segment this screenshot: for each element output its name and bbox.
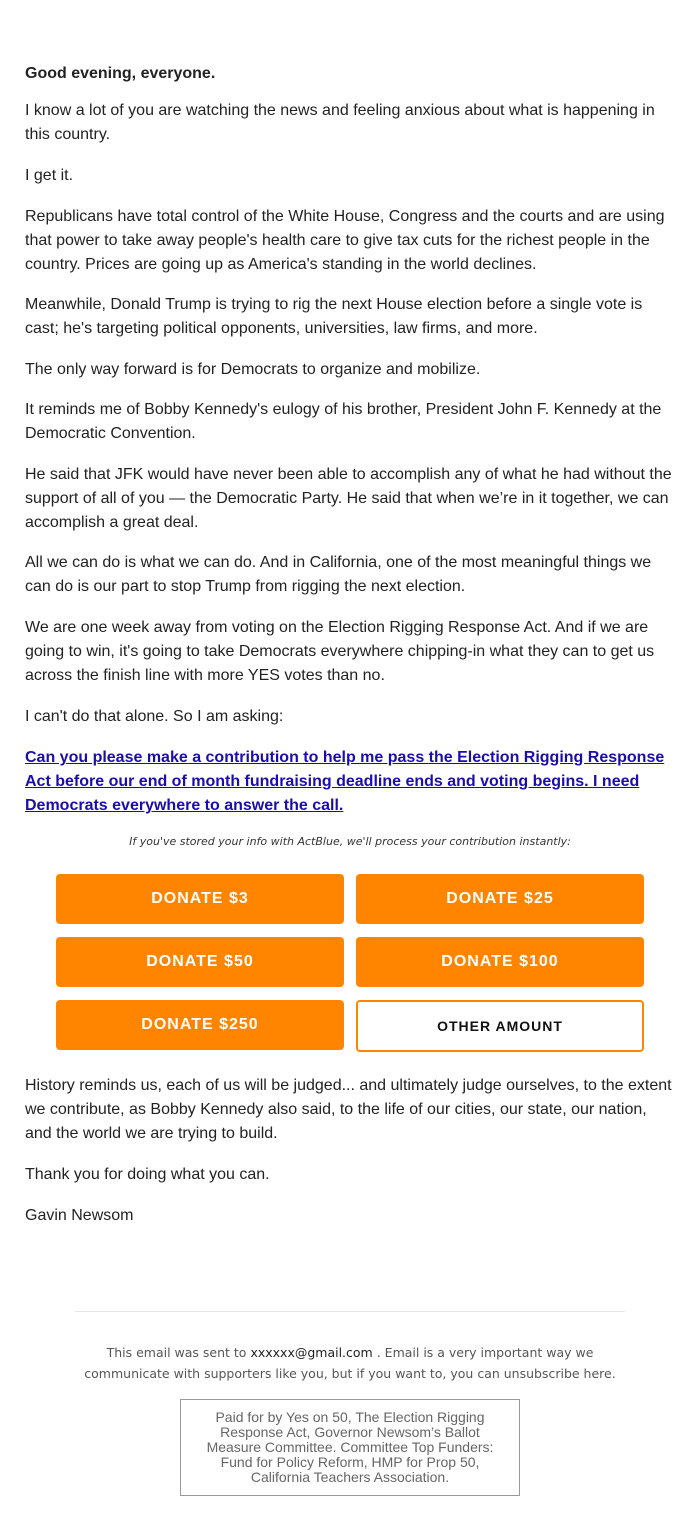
donate-3-button[interactable]: DONATE $3: [56, 874, 344, 924]
paragraph: We are one week away from voting on the Election Rigging Response Act. And if we are going to win, it's going to take Democrats everywhere chipping-in what they can to get us across the finish line with more YES votes than no.: [25, 619, 655, 684]
donate-250-button[interactable]: DONATE $250: [56, 1000, 344, 1050]
paragraph: I can't do that alone. So I am asking:: [25, 708, 284, 725]
actblue-notice: If you've stored your info with ActBlue, we'll process your contribution instantly:: [129, 835, 571, 848]
paragraph: I know a lot of you are watching the news and feeling anxious about what is happening in this country.: [25, 102, 655, 143]
paragraph: He said that JFK would have never been able to accomplish any of what he had without the support of all of you — the Democratic Party. He said that when we’re in it together, we can accomplish a great deal.: [25, 466, 672, 531]
footer-sent-suffix: . Email is a very important way we communicate with supporters like you, but if you want to, you can unsubscribe here.: [84, 1345, 616, 1381]
signature: Gavin Newsom: [25, 1207, 134, 1224]
recipient-email: xxxxxx@gmail.com: [250, 1345, 373, 1360]
footer-notice: [75, 1342, 625, 1384]
contribution-link[interactable]: Can you please make a contribution to help me pass the Election Rigging Response Act before our end of month fundraising deadline ends and voting begins. I need Democrats everywhere to answer the call.: [25, 749, 665, 814]
donate-100-button[interactable]: DONATE $100: [356, 937, 644, 987]
paragraph: I get it.: [25, 167, 74, 184]
footer-sent-prefix: This email was sent to: [106, 1345, 247, 1360]
paragraph: All we can do is what we can do. And in California, one of the most meaningful things we can do is our part to stop Trump from rigging the next election.: [25, 554, 652, 595]
paragraph: Republicans have total control of the White House, Congress and the courts and are using that power to take away people's health care to give tax cuts for the richest people in the country. Prices are going up as America's standing in the world declines.: [25, 208, 665, 273]
paid-for-disclaimer: Paid for by Yes on 50, The Election Rigging Response Act, Governor Newsom’s Ballot Measure Committee. Committee Top Funders: Fund for Policy Reform, HMP for Prop 50, California Teachers Association.: [206, 1409, 494, 1485]
donate-25-button[interactable]: DONATE $25: [356, 874, 644, 924]
paid-for-box: [180, 1399, 520, 1496]
paragraph: Meanwhile, Donald Trump is trying to rig the next House election before a single vote is cast; he's targeting political opponents, universities, law firms, and more.: [25, 296, 643, 337]
paragraph: History reminds us, each of us will be judged... and ultimately judge ourselves, to the extent we contribute, as Bobby Kennedy also said, to the life of our cities, our state, our nation, and the world we are trying to build.: [25, 1077, 672, 1142]
paragraph: It reminds me of Bobby Kennedy's eulogy of his brother, President John F. Kennedy at the Democratic Convention.: [25, 401, 662, 442]
greeting: Good evening, everyone.: [25, 65, 216, 82]
donate-50-button[interactable]: DONATE $50: [56, 937, 344, 987]
paragraph: The only way forward is for Democrats to organize and mobilize.: [25, 361, 481, 378]
footer-divider: [75, 1311, 625, 1312]
paragraph: Thank you for doing what you can.: [25, 1166, 270, 1183]
other-amount-button[interactable]: OTHER AMOUNT: [356, 1000, 644, 1052]
